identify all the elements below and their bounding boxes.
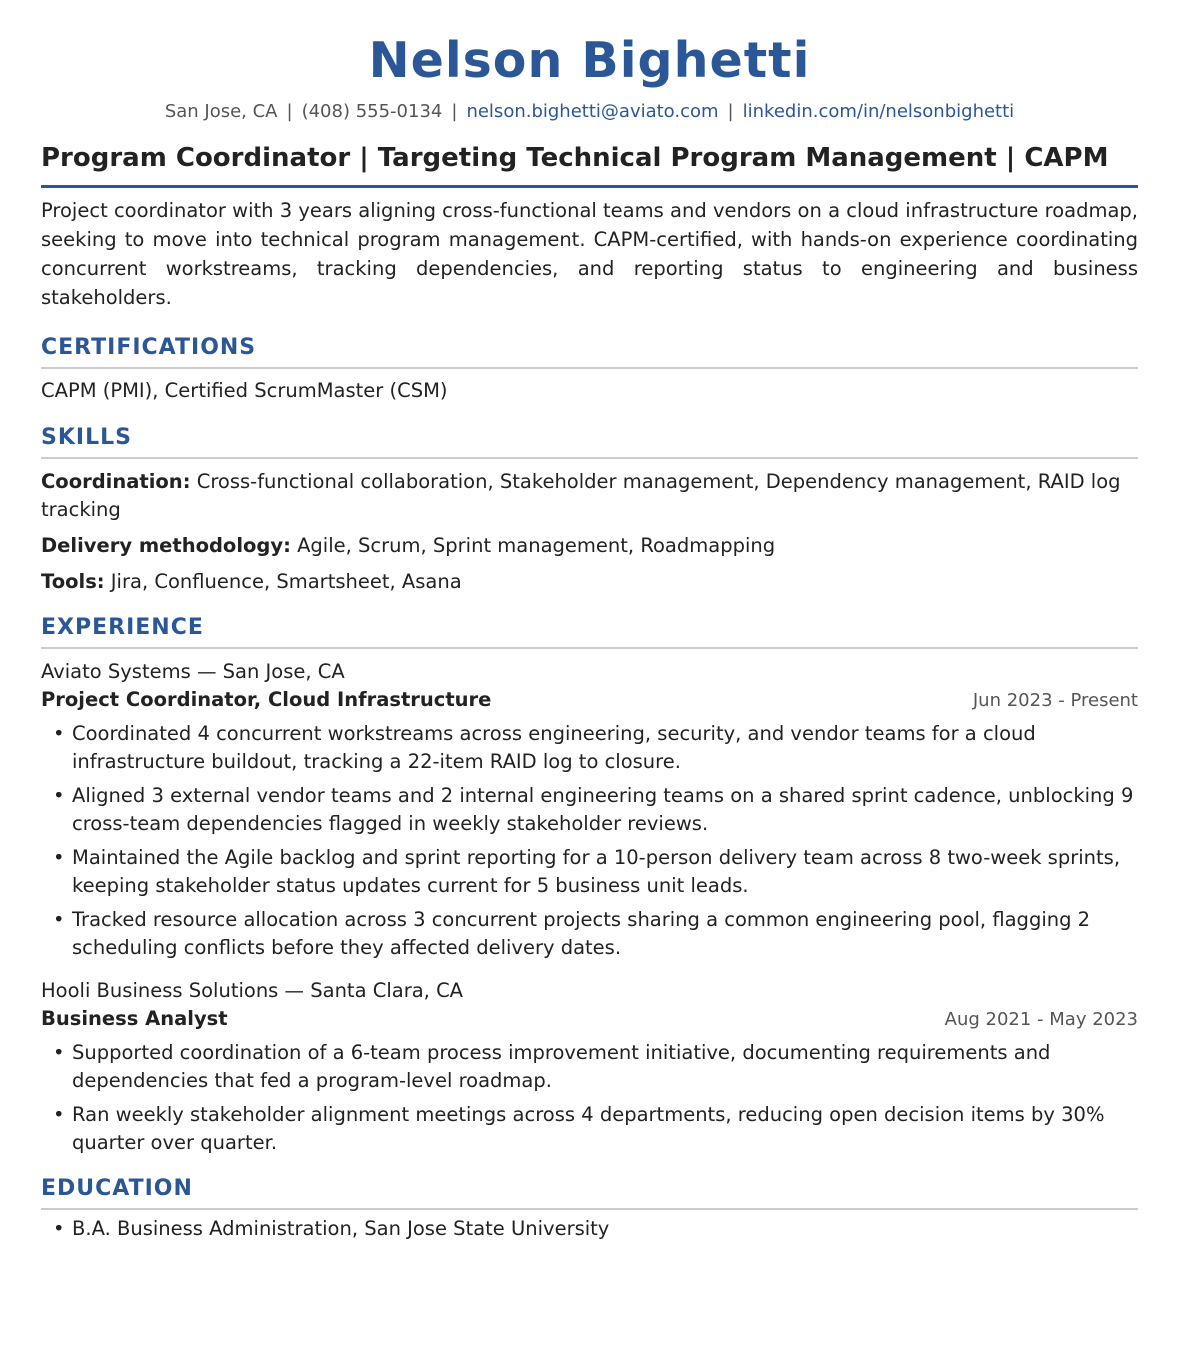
email-link[interactable]: nelson.bighetti@aviato.com bbox=[466, 101, 719, 122]
skills-heading: SKILLS bbox=[41, 423, 1138, 459]
skill-line-delivery bbox=[41, 532, 1138, 560]
location-text: San Jose, CA bbox=[164, 101, 278, 122]
candidate-name: Nelson Bighetti bbox=[368, 32, 811, 89]
company-name: Hooli Business Solutions — Santa Clara, CA bbox=[41, 979, 464, 1002]
job-title: Business Analyst bbox=[41, 1007, 228, 1030]
certifications-text: CAPM (PMI), Certified ScrumMaster (CSM) bbox=[41, 379, 448, 402]
list-item: • Tracked resource allocation across 3 concurrent projects sharing a common engineering pool, flagging 2 scheduling conflicts before they affected delivery dates. bbox=[41, 906, 1138, 962]
certifications-heading: CERTIFICATIONS bbox=[41, 333, 1138, 369]
list-item: • Aligned 3 external vendor teams and 2 internal engineering teams on a shared sprint cadence, unblocking 9 cross-team dependencies flagged in weekly stakeholder reviews. bbox=[41, 782, 1138, 838]
experience-list bbox=[41, 658, 1138, 1157]
skill-value: Jira, Confluence, Smartsheet, Asana bbox=[104, 570, 462, 593]
education-list bbox=[41, 1215, 1138, 1243]
skill-label: Delivery methodology: bbox=[41, 534, 291, 557]
company-name: Aviato Systems — San Jose, CA bbox=[41, 660, 345, 683]
education-heading: EDUCATION bbox=[41, 1174, 1138, 1210]
list-item: • Maintained the Agile backlog and sprint reporting for a 10-person delivery team across 8 two-week sprints, keeping stakeholder status updates current for 5 business unit leads. bbox=[41, 844, 1138, 900]
skill-value: Agile, Scrum, Sprint management, Roadmapping bbox=[290, 534, 776, 557]
list-item: • Supported coordination of a 6-team process improvement initiative, documenting requirements and dependencies that fed a program-level roadmap. bbox=[41, 1039, 1138, 1095]
linkedin-link[interactable]: linkedin.com/in/nelsonbighetti bbox=[742, 101, 1015, 122]
skill-line-tools bbox=[41, 568, 1138, 596]
phone-text: (408) 555-0134 bbox=[301, 101, 443, 122]
role-row bbox=[41, 686, 1138, 715]
list-item: • B.A. Business Administration, San Jose State University bbox=[41, 1215, 1138, 1243]
skill-label: Tools: bbox=[41, 570, 105, 593]
contact-separator: | bbox=[451, 101, 458, 122]
job-bullets bbox=[41, 720, 1138, 962]
job-bullets bbox=[41, 1039, 1138, 1157]
experience-heading: EXPERIENCE bbox=[41, 613, 1138, 649]
contact-separator: | bbox=[286, 101, 293, 122]
contact-line bbox=[41, 100, 1138, 124]
job-title: Project Coordinator, Cloud Infrastructure bbox=[41, 688, 492, 711]
job-dates: Jun 2023 - Present bbox=[972, 690, 1138, 711]
contact-separator: | bbox=[727, 101, 734, 122]
skills-list bbox=[41, 468, 1138, 596]
skill-value: Cross-functional collaboration, Stakeholder management, Dependency management, RAID log tracking bbox=[41, 470, 1121, 521]
skill-line-coordination bbox=[41, 468, 1138, 524]
list-item: • Ran weekly stakeholder alignment meetings across 4 departments, reducing open decision items by 30% quarter over quarter. bbox=[41, 1101, 1138, 1157]
skill-label: Coordination: bbox=[41, 470, 191, 493]
role-row bbox=[41, 1005, 1138, 1034]
job-dates: Aug 2021 - May 2023 bbox=[944, 1009, 1138, 1030]
professional-headline: Program Coordinator | Targeting Technical Program Management | CAPM bbox=[41, 140, 1138, 188]
list-item: • Coordinated 4 concurrent workstreams across engineering, security, and vendor teams for a cloud infrastructure buildout, tracking a 22-item RAID log to closure. bbox=[41, 720, 1138, 776]
summary-paragraph: Project coordinator with 3 years aligning cross-functional teams and vendors on a cloud infrastructure roadmap, seeking to move into technical program management. CAPM-certified, with hands-on experience coordinating concurrent workstreams, tracking dependencies, and reporting status to engineering and business stakeholders. bbox=[41, 199, 1138, 309]
